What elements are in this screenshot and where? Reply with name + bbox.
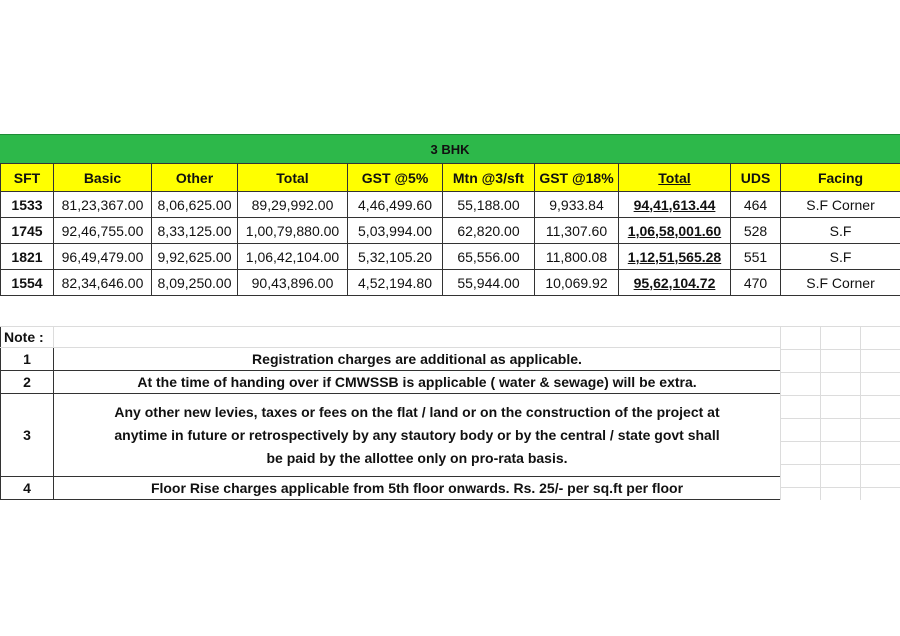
note-text: At the time of handing over if CMWSSB is applicable ( water & sewage) will be extra. [54, 371, 781, 394]
cell-basic: 92,46,755.00 [54, 218, 152, 244]
price-table [0, 163, 900, 296]
col-header-grand-total: Total [619, 164, 731, 192]
cell-mtn: 55,188.00 [443, 192, 535, 218]
notes-header-blank [54, 327, 781, 348]
cell-gst18: 11,800.08 [535, 244, 619, 270]
cell-uds: 551 [731, 244, 781, 270]
cell-total: 89,29,992.00 [238, 192, 348, 218]
note-row [1, 394, 781, 477]
cell-other: 8,09,250.00 [152, 270, 238, 296]
cell-grand-total: 1,06,58,001.60 [619, 218, 731, 244]
notes-label: Note : [1, 327, 54, 348]
notes-table [0, 326, 781, 500]
cell-grand-total: 1,12,51,565.28 [619, 244, 731, 270]
note-number: 3 [1, 394, 54, 477]
note-row [1, 348, 781, 371]
note-text: Registration charges are additional as applicable. [54, 348, 781, 371]
cell-sft: 1554 [1, 270, 54, 296]
col-header-uds: UDS [731, 164, 781, 192]
cell-gst5: 4,52,194.80 [348, 270, 443, 296]
cell-sft: 1745 [1, 218, 54, 244]
cell-facing: S.F Corner [781, 192, 900, 218]
cell-uds: 470 [731, 270, 781, 296]
section-banner: 3 BHK [0, 134, 900, 164]
cell-gst18: 11,307.60 [535, 218, 619, 244]
table-row [1, 192, 900, 218]
col-header-basic: Basic [54, 164, 152, 192]
cell-gst5: 5,03,994.00 [348, 218, 443, 244]
cell-gst5: 4,46,499.60 [348, 192, 443, 218]
cell-sft: 1821 [1, 244, 54, 270]
note-number: 1 [1, 348, 54, 371]
col-header-facing: Facing [781, 164, 900, 192]
note-number: 2 [1, 371, 54, 394]
notes-header-row [1, 327, 781, 348]
col-header-gst18: GST @18% [535, 164, 619, 192]
note-row [1, 371, 781, 394]
col-header-total: Total [238, 164, 348, 192]
cell-total: 1,06,42,104.00 [238, 244, 348, 270]
col-header-sft: SFT [1, 164, 54, 192]
cell-other: 9,92,625.00 [152, 244, 238, 270]
header-row [1, 164, 900, 192]
cell-grand-total: 95,62,104.72 [619, 270, 731, 296]
cell-total: 90,43,896.00 [238, 270, 348, 296]
cell-gst18: 9,933.84 [535, 192, 619, 218]
cell-grand-total: 94,41,613.44 [619, 192, 731, 218]
cell-facing: S.F Corner [781, 270, 900, 296]
cell-uds: 464 [731, 192, 781, 218]
note-number: 4 [1, 477, 54, 500]
cell-sft: 1533 [1, 192, 54, 218]
cell-other: 8,06,625.00 [152, 192, 238, 218]
cell-total: 1,00,79,880.00 [238, 218, 348, 244]
cell-facing: S.F [781, 218, 900, 244]
cell-basic: 82,34,646.00 [54, 270, 152, 296]
table-row [1, 244, 900, 270]
note-text: Floor Rise charges applicable from 5th floor onwards. Rs. 25/- per sq.ft per floor [54, 477, 781, 500]
table-row [1, 218, 900, 244]
cell-mtn: 55,944.00 [443, 270, 535, 296]
col-header-other: Other [152, 164, 238, 192]
col-header-mtn: Mtn @3/sft [443, 164, 535, 192]
cell-basic: 81,23,367.00 [54, 192, 152, 218]
cell-gst5: 5,32,105.20 [348, 244, 443, 270]
table-row [1, 270, 900, 296]
cell-facing: S.F [781, 244, 900, 270]
cell-mtn: 65,556.00 [443, 244, 535, 270]
cell-gst18: 10,069.92 [535, 270, 619, 296]
col-header-gst5: GST @5% [348, 164, 443, 192]
note-row [1, 477, 781, 500]
empty-cells-grid [780, 326, 900, 500]
cell-mtn: 62,820.00 [443, 218, 535, 244]
note-text: Any other new levies, taxes or fees on the flat / land or on the construction of the project at anytime in future or retrospectively by any stautory body or by the central / state govt shall be paid by the allottee only on pro-rata basis. [54, 394, 781, 477]
cell-basic: 96,49,479.00 [54, 244, 152, 270]
cell-other: 8,33,125.00 [152, 218, 238, 244]
cell-uds: 528 [731, 218, 781, 244]
